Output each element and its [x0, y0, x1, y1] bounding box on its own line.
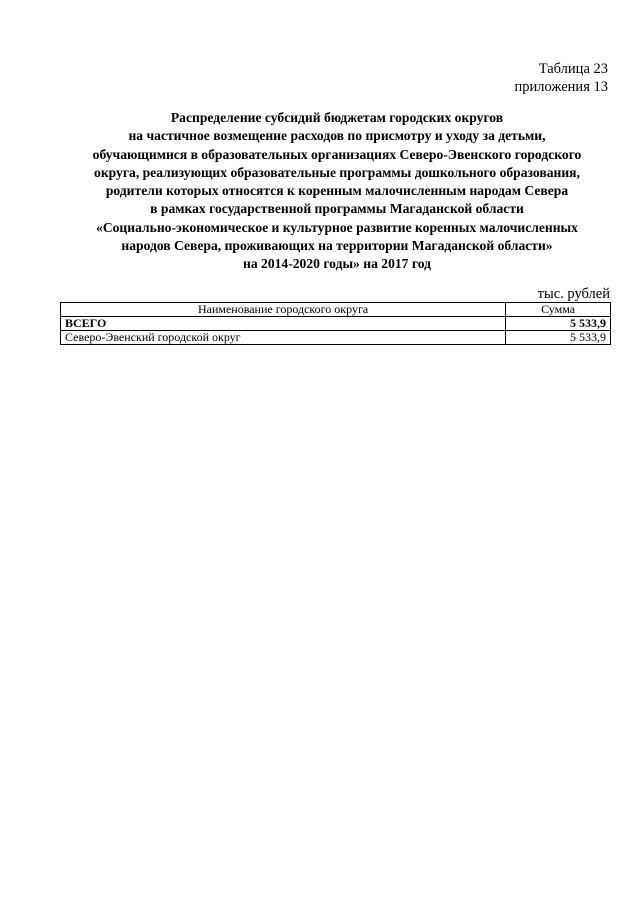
document-title	[40, 109, 634, 274]
title-line: народов Севера, проживающих на территории Магаданской области»	[121, 238, 553, 254]
title-line: на частичное возмещение расходов по присмотру и уходу за детьми,	[128, 128, 546, 144]
table-number: Таблица 23	[538, 61, 608, 77]
title-line: обучающимися в образовательных организациях Северо-Эвенского городского	[92, 146, 582, 162]
title-line: Распределение субсидий бюджетам городских округов	[170, 110, 504, 125]
subsidy-table	[60, 302, 611, 345]
table-row-total	[61, 317, 611, 331]
table-header-row	[61, 303, 611, 317]
title-line: в рамках государственной программы Магаданской области	[150, 201, 524, 217]
row-name: Северо-Эвенский городской округ	[61, 331, 506, 345]
title-line: «Социально-экономическое и культурное развитие коренных малочисленных	[96, 219, 578, 235]
unit-label: тыс. рублей	[537, 286, 610, 302]
table-reference	[515, 60, 608, 96]
row-amount: 5 533,9	[506, 331, 611, 345]
annex-number: приложения 13	[514, 79, 608, 95]
column-header-name: Наименование городского округа	[61, 303, 506, 317]
row-amount: 5 533,9	[506, 317, 611, 331]
column-header-amount: Сумма	[506, 303, 611, 317]
title-line: родители которых относятся к коренным малочисленным народам Севера	[105, 183, 569, 199]
table-row	[61, 331, 611, 345]
row-name: ВСЕГО	[61, 317, 506, 331]
title-line: округа, реализующих образовательные программы дошкольного образования,	[94, 164, 580, 180]
title-line: на 2014-2020 годы» на 2017 год	[243, 256, 431, 272]
